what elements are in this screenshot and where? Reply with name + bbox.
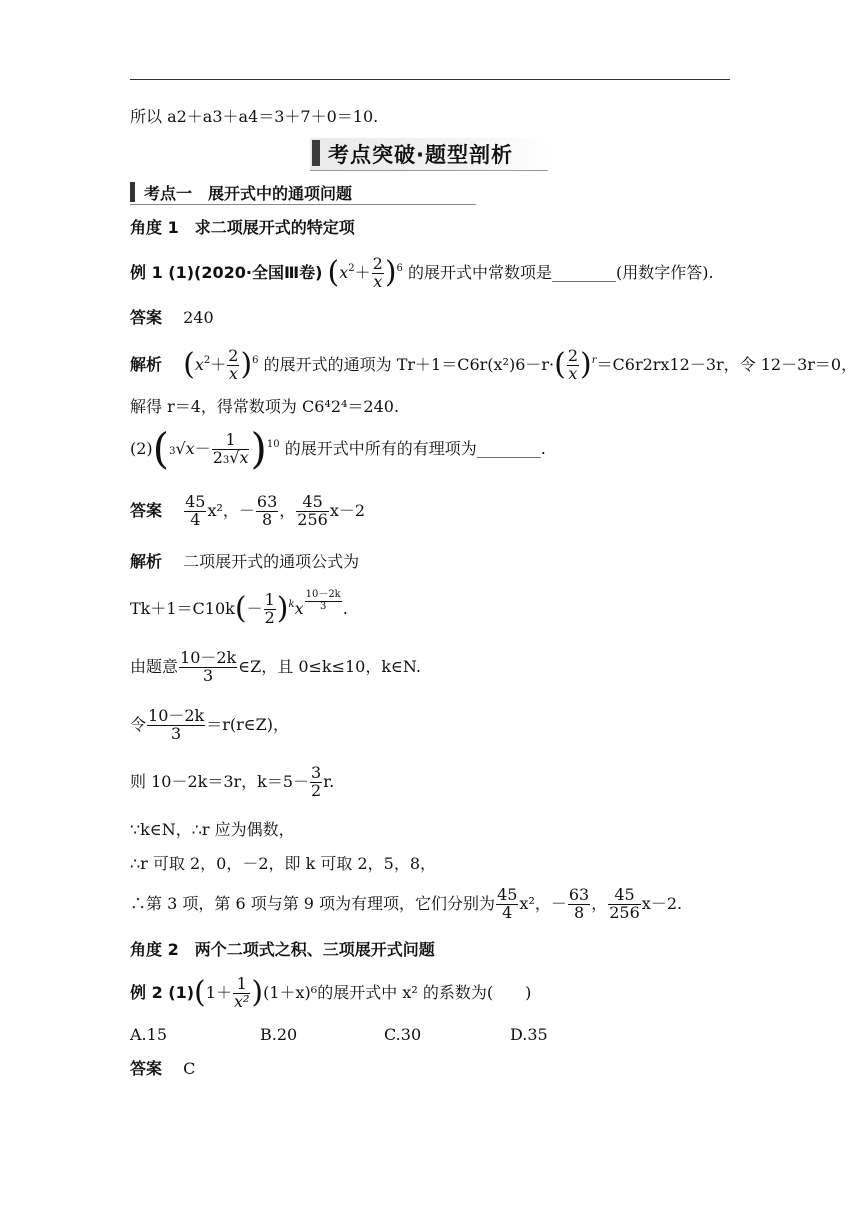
angle-2-title: 角度 2 两个二项式之积、三项展开式问题 <box>130 940 435 959</box>
header-rule <box>130 79 730 80</box>
part-2-lead: (2) <box>130 438 153 458</box>
therefore-line-1: ∴r 可取 2，0，－2，即 k 可取 2，5，8， <box>130 854 437 873</box>
therefore-line-2: ∴第 3 项，第 6 项与第 9 项为有理项，它们分别为 $\frac{45}{4}$ x²，－ $\frac{63}{8}$ ， $\frac{45}{256}$ x－2. <box>130 885 683 922</box>
general-term-formula: Tk＋1＝C10k(－ $\frac{1}{2}$ )$^k$x $\frac{10-2k}{3}$ . <box>130 589 348 627</box>
option-a[interactable]: A.15 <box>130 1025 167 1044</box>
section-title: 考点一 展开式中的通项问题 <box>144 184 353 203</box>
answer-label: 答案 <box>130 308 163 327</box>
angle-1-title: 角度 1 求二项展开式的特定项 <box>130 218 355 237</box>
example-1-question: 的展开式中常数项是________(用数字作答). <box>408 262 714 282</box>
section-banner <box>310 138 548 171</box>
analysis-general-term-tail: ＝C6r2rx12－3r，令 12－3r＝0， <box>596 354 858 374</box>
answer-value-3: C <box>183 1059 196 1078</box>
section-heading <box>130 180 476 205</box>
banner-title: 考点突破·题型剖析 <box>328 143 513 167</box>
example-1-analysis: 解析 ($x^2+$ $\frac{2}{x}$ )$^6$ 的展开式的通项为 Tr＋1＝C6r(x²)6－r·( $\frac{2}{x}$ )$^r$＝C6r2rx12－3r，令 12－3r＝0， <box>130 346 858 383</box>
example-2-answer: 答案 $\frac{45}{4}$ x²，－ $\frac{63}{8}$ ， $\frac{45}{256}$ x－2 <box>130 492 366 529</box>
let-line: 令 $\frac{10-2k}{3}$ ＝r(r∈Z)， <box>130 706 290 743</box>
answer-value: 240 <box>183 308 214 327</box>
then-line: 则 10－2k＝3r，k＝5－ $\frac{3}{2}$ r. <box>130 763 335 800</box>
previous-result-line: 所以 a2＋a3＋a4＝3＋7＋0＝10. <box>130 107 379 126</box>
expr-power: 6 <box>396 262 403 274</box>
example-3-answer <box>130 1056 195 1079</box>
example-1-solve-line: 解得 r＝4，得常数项为 C6⁴2⁴＝240. <box>130 397 400 416</box>
example-1-lead: 例 1 (1)(2020·全国Ⅲ卷) <box>130 262 323 282</box>
analysis-text-2: 二项展开式的通项公式为 <box>183 552 360 571</box>
example-2-analysis <box>130 549 359 572</box>
expr-x: x <box>339 262 349 282</box>
banner-bar <box>312 140 320 166</box>
analysis-general-term: 的展开式的通项为 Tr＋1＝C6r(x²)6－r· <box>263 354 555 374</box>
example-1-part-1: 例 1 (1)(2020·全国Ⅲ卷) ($x^2+$ $\frac{2}{x}$ )$^6$ 的展开式中常数项是________(用数字作答). <box>130 254 714 291</box>
example-2-question: (1＋x)⁶的展开式中 x² 的系数为( ) <box>263 982 532 1002</box>
analysis-label-2: 解析 <box>130 552 163 571</box>
part-2-power: 10 <box>266 438 280 450</box>
answer-label-3: 答案 <box>130 1059 163 1078</box>
condition-line: 由题意 $\frac{10-2k}{3}$ ∈Z，且 0≤k≤10，k∈N. <box>130 648 421 685</box>
option-b[interactable]: B.20 <box>260 1025 298 1044</box>
analysis-label: 解析 <box>130 354 163 374</box>
because-line: ∵k∈N，∴r 应为偶数， <box>130 820 295 839</box>
example-2-lead: 例 2 (1) <box>130 982 195 1002</box>
example-1-answer <box>130 305 214 328</box>
option-c[interactable]: C.30 <box>384 1025 422 1044</box>
part-2-question: 的展开式中所有的有理项为________. <box>284 438 546 458</box>
expr-fraction: $\frac{2}{x}$ <box>372 254 383 291</box>
section-bar <box>130 182 135 202</box>
example-2-part-1: 例 2 (1)(1＋ $\frac{1}{\text{x²}}$ )(1＋x)⁶的展开式中 x² 的系数为( ) <box>130 974 532 1011</box>
expr-plus: ＋ <box>354 262 371 282</box>
example-1-part-2: (2)(3√x－ $\frac{1}{23√x}$ )$^{10}$ 的展开式中所有的有理项为________. <box>130 424 546 474</box>
answer-label-2: 答案 <box>130 500 163 520</box>
option-d[interactable]: D.35 <box>510 1025 548 1044</box>
